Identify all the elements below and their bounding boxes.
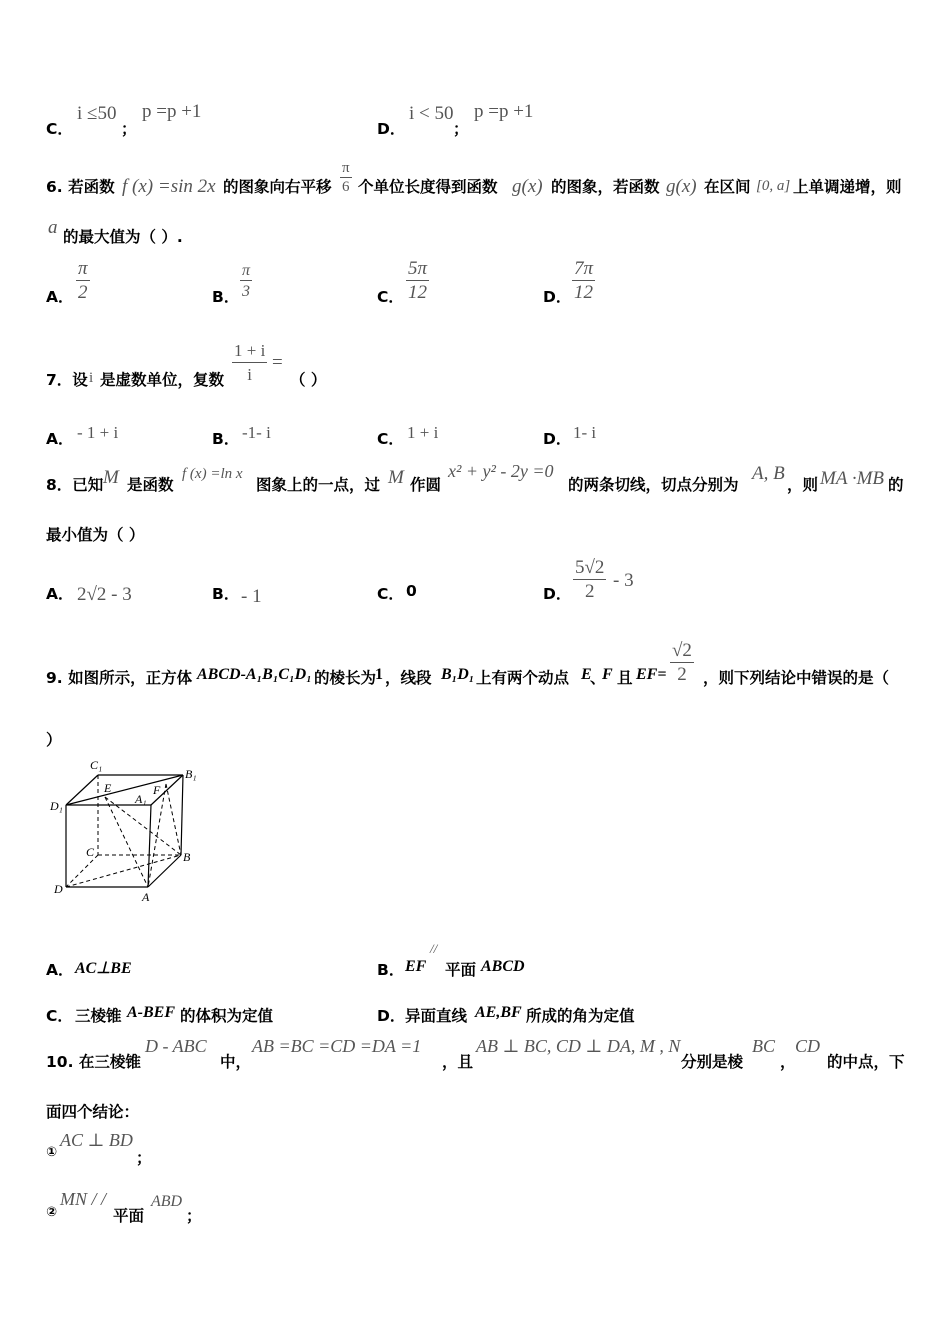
q9-text-4: 上有两个动点	[476, 669, 570, 687]
q7-den: i	[247, 365, 253, 384]
q9-text-3: ，线段	[385, 669, 432, 687]
q6-option-c-label: C．	[377, 288, 404, 306]
q8-option-a-value: 2√2 - 3	[77, 584, 132, 605]
label-E: E	[104, 781, 112, 795]
q10-CD: CD	[795, 1036, 821, 1056]
q7-option-b-label: B．	[212, 430, 240, 448]
q7-i: i	[89, 370, 94, 386]
q8-circle: x² + y² - 2y =0	[448, 461, 554, 481]
q5-option-d-label: D．	[377, 120, 406, 138]
q10-text-4: 分别是棱	[681, 1053, 744, 1071]
q8-option-d-den: 2	[584, 581, 595, 602]
label-A: A	[142, 890, 150, 904]
q10-conclusion-2-text: 平面	[113, 1207, 145, 1225]
q8-line-2: 最小值为（ ）	[46, 526, 145, 544]
q10-text-2: 中，	[220, 1053, 252, 1071]
q8-AB: A, B	[752, 463, 785, 484]
q9-text-6: ，则下列结论中错误的是（	[703, 669, 890, 687]
q6-text-3: 个单位长度得到函数	[358, 178, 498, 196]
q8-text-6: ，则	[787, 476, 819, 494]
q6-option-b-num: π	[242, 262, 251, 279]
q8-M: M	[103, 467, 119, 488]
label-A1: A₁	[135, 792, 147, 806]
q7-option-c-label: C．	[377, 430, 404, 448]
q9-option-d-text-1: 异面直线	[405, 1007, 468, 1025]
q8-option-a-label: A．	[46, 585, 74, 603]
q6-gx: g(x)	[512, 176, 543, 197]
q9-ef-label: EF=	[636, 666, 667, 683]
q10-pyramid: D - ABC	[145, 1036, 207, 1056]
edge-b1-b	[181, 775, 183, 855]
q9-segment: B₁D₁	[441, 666, 475, 683]
q10-text-5: ，	[780, 1053, 796, 1071]
label-B1: B₁	[185, 767, 197, 781]
segment-e-a-hidden	[105, 797, 148, 887]
q6-option-b-fraction	[240, 262, 252, 303]
label-B: B	[183, 850, 191, 864]
q9-F: F	[602, 666, 613, 683]
q5-option-c-math1: i ≤50	[77, 103, 117, 124]
q8-fx: f (x) =ln x	[182, 466, 243, 482]
q9-option-b-parallel: //	[430, 941, 438, 956]
q6-option-a-num: π	[78, 258, 88, 279]
q5-option-c-math2: p =p +1	[142, 101, 202, 122]
q8-option-b-label: B．	[212, 585, 240, 603]
q8-option-c-label: C．	[377, 585, 404, 603]
q9-den: 2	[677, 664, 687, 685]
q10-line-2: 面四个结论：	[46, 1103, 140, 1121]
q5-option-c-label: C．	[46, 120, 73, 138]
q9-fraction	[670, 640, 694, 687]
q9-text-5: 且	[617, 669, 633, 687]
edge-a-b	[148, 855, 181, 887]
q7-text-2: 是虚数单位，复数	[100, 371, 225, 389]
q10-perpendicular: AB ⊥ BC, CD ⊥ DA, M , N	[476, 1036, 681, 1056]
q9-text-2: 的棱长为	[314, 669, 377, 687]
q6-text-7: 的最大值为（ ）.	[63, 228, 183, 246]
q9-option-d-text-3: 所成的角为定值	[526, 1007, 635, 1025]
q6-option-b-den: 3	[242, 283, 250, 300]
q6-option-d-num: 7π	[574, 258, 594, 279]
q6-option-c-num: 5π	[408, 258, 428, 279]
q10-conclusion-2-math: MN / /	[60, 1189, 107, 1209]
q6-shift-fraction	[340, 160, 352, 197]
q9-option-b-text-3: ABCD	[481, 958, 525, 975]
q9-one: 1	[375, 666, 383, 683]
q10-text-3: ，且	[442, 1053, 474, 1071]
q9-option-b-text-1: EF	[405, 958, 427, 975]
q10-edges-equal: AB =BC =CD =DA =1	[252, 1036, 422, 1056]
q6-fx: f (x) =sin 2x	[122, 176, 216, 197]
q9-option-c-text-1: 三棱锥	[75, 1007, 122, 1025]
q9-option-b-text-2: 平面	[445, 961, 477, 979]
q7-option-a-label: A．	[46, 430, 74, 448]
q6-option-c-fraction	[406, 258, 429, 305]
q6-option-d-label: D．	[543, 288, 572, 306]
q10-conclusion-2-end: ；	[186, 1207, 202, 1225]
q6-text-1: 6. 若函数	[46, 178, 115, 196]
q6-interval: [0, a]	[756, 178, 791, 194]
q10-text-6: 的中点，下	[827, 1053, 905, 1071]
q7-text-3: （ ）	[290, 371, 327, 389]
q6-text-5: 在区间	[704, 178, 751, 196]
q8-option-d-fraction	[573, 557, 606, 604]
q10-conclusion-2-math-2: ABD	[151, 1193, 183, 1210]
q10-BC: BC	[752, 1036, 776, 1056]
q9-option-c-text-2: A-BEF	[127, 1004, 176, 1021]
q6-option-d-fraction	[572, 258, 595, 305]
q9-cube: ABCD-A₁B₁C₁D₁	[197, 666, 312, 683]
q7-option-c-value: 1 + i	[407, 423, 439, 442]
q10-conclusion-1-end: ；	[136, 1149, 152, 1167]
q5-option-d-math2: p =p +1	[474, 101, 534, 122]
q8-text-3: 图象上的一点，过	[256, 476, 381, 494]
q7-option-a-value: - 1 + i	[77, 423, 119, 442]
q5-option-d-sep: ；	[453, 120, 469, 138]
q6-text-6: 上单调递增，则	[793, 178, 902, 196]
cube-figure	[48, 755, 208, 905]
q9-num: √2	[672, 640, 692, 661]
q6-gx-2: g(x)	[666, 176, 697, 197]
q9-option-c-label: C．	[46, 1007, 73, 1025]
q6-text-4: 的图象，若函数	[551, 178, 660, 196]
q6-option-b-label: B．	[212, 288, 240, 306]
q8-text-1: 8．已知	[46, 476, 104, 494]
q8-option-c-value: 0	[406, 582, 417, 600]
q8-option-b-value: - 1	[241, 586, 262, 607]
q7-option-d-label: D．	[543, 430, 572, 448]
label-C1: C₁	[90, 758, 103, 772]
q9-option-a-label: A．	[46, 961, 74, 979]
q9-option-b-label: B．	[377, 961, 405, 979]
q8-text-7: 的	[888, 476, 904, 494]
q8-option-d-tail: - 3	[613, 570, 634, 591]
q10-conclusion-1-math: AC ⊥ BD	[60, 1130, 133, 1150]
q7-option-b-value: -1- i	[242, 423, 271, 442]
q8-dot-product: MA ·MB	[820, 468, 885, 489]
q8-text-4: 作圆	[410, 476, 442, 494]
label-D: D	[54, 882, 63, 896]
q7-option-d-value: 1- i	[573, 423, 597, 442]
q6-option-a-label: A．	[46, 288, 74, 306]
q6-shift-den: 6	[342, 179, 350, 195]
q7-fraction	[232, 340, 267, 387]
q6-option-c-den: 12	[408, 282, 428, 303]
q5-option-d-math1: i < 50	[409, 103, 454, 124]
q10-conclusion-1-num: ①	[46, 1145, 58, 1160]
q9-close: ）	[46, 731, 62, 749]
q8-text-5: 的两条切线，切点分别为	[568, 476, 739, 494]
q9-E: E	[581, 666, 592, 683]
q7-eq: =	[272, 352, 283, 373]
q8-option-d-label: D．	[543, 585, 572, 603]
label-D1: D₁	[50, 799, 63, 813]
q9-option-a-text: AC⊥BE	[75, 960, 132, 977]
q5-option-c-sep: ；	[121, 120, 137, 138]
q6-option-a-fraction	[76, 258, 90, 305]
label-F: F	[153, 783, 161, 797]
q8-M-2: M	[388, 467, 404, 488]
q7-text-1: 7．设	[46, 371, 88, 389]
q9-option-c-text-3: 的体积为定值	[180, 1007, 274, 1025]
q9-dun: 、	[590, 669, 606, 687]
segment-f-b-hidden	[166, 784, 181, 855]
q6-text-2: 的图象向右平移	[223, 178, 332, 196]
q8-text-2: 是函数	[127, 476, 174, 494]
diagonal-d1-b1	[66, 775, 183, 805]
q10-conclusion-2-num: ②	[46, 1205, 58, 1220]
q6-option-a-den: 2	[78, 282, 88, 303]
q7-num: 1 + i	[232, 340, 267, 363]
q9-option-d-text-2: AE,BF	[475, 1004, 522, 1021]
q6-a: a	[48, 217, 58, 238]
q10-text-1: 10. 在三棱锥	[46, 1053, 141, 1071]
q6-shift-num: π	[342, 160, 350, 176]
label-C: C	[86, 845, 95, 859]
q8-option-d-num: 5√2	[575, 557, 605, 578]
q9-option-d-label: D．	[377, 1007, 406, 1025]
q9-text-1: 9. 如图所示，正方体	[46, 669, 193, 687]
q6-option-d-den: 12	[574, 282, 594, 303]
